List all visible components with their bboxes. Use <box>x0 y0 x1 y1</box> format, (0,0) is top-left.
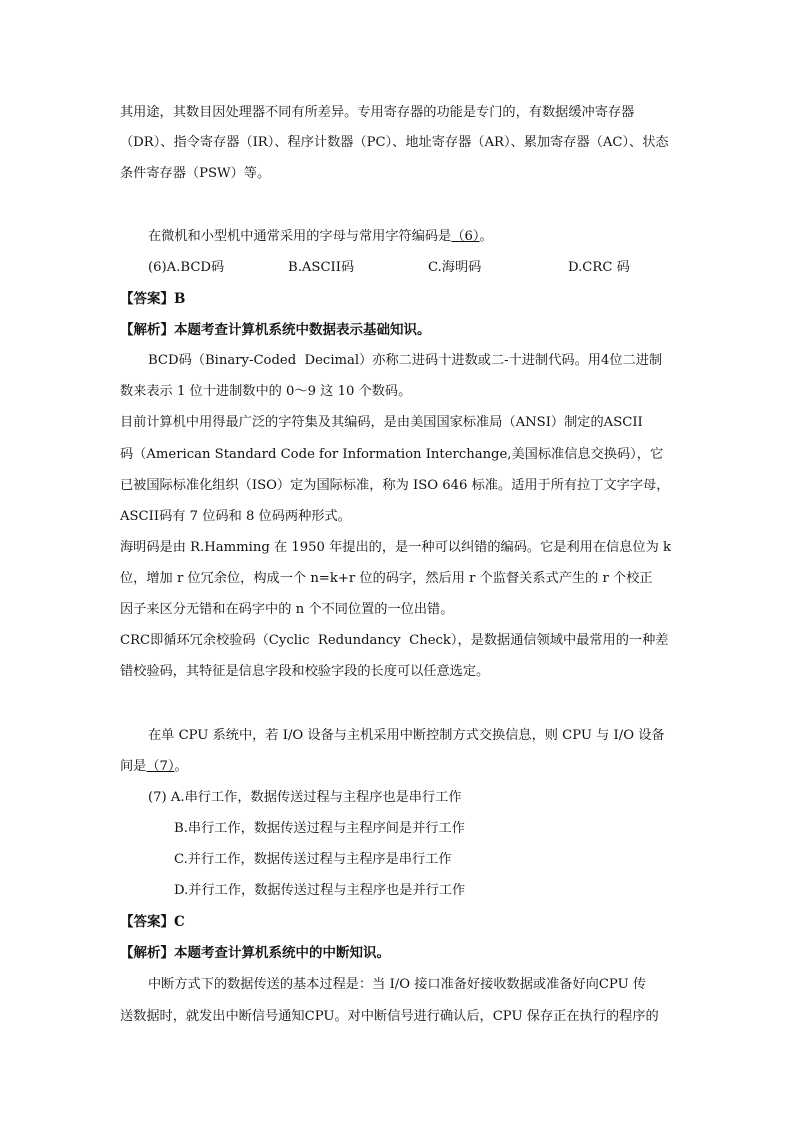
q7-option-b: B.串行工作，数据传送过程与主程序间是并行工作 <box>174 821 465 836</box>
q6-option-c: C.海明码 <box>428 260 482 275</box>
q7-option-c: C.并行工作，数据传送过程与主程序是串行工作 <box>174 852 452 867</box>
q6-analysis-heading: 本题考查计算机系统中数据表示基础知识。 <box>174 322 431 338</box>
q6-analysis-label: 【解析】 <box>120 322 174 338</box>
q6-blank: （6） <box>451 229 480 244</box>
q6-options <box>148 259 668 367</box>
q7-analysis-heading: 本题考查计算机系统中的中断知识。 <box>174 945 390 961</box>
intro-line-2: （DR）、指令寄存器（IR）、程序计数器（PC）、地址寄存器（AR）、累加寄存器（AC）、状态 <box>120 135 669 150</box>
q6-answer-label: 【答案】 <box>120 291 174 307</box>
q6-analysis-line: 码（American Standard Code for Information Interchange,美国标准信息交换码），它 <box>120 447 664 462</box>
q6-analysis-line: 已被国际标准化组织（ISO）定为国际标准，称为 ISO 646 标准。适用于所有拉丁文字字母， <box>120 478 670 493</box>
q6-analysis-line: CRC即循环冗余校验码（Cyclic Redundancy Check），是数据通信领域中最常用的一种差 <box>120 633 669 648</box>
q7-stem-end: 。 <box>174 759 188 774</box>
q7-analysis-label: 【解析】 <box>120 945 174 961</box>
q6-analysis-line: 目前计算机中用得最广泛的字符集及其编码，是由美国国家标准局（ANSI）制定的ASCII <box>120 415 643 430</box>
q7-answer <box>120 913 185 931</box>
q6-option-d: D.CRC 码 <box>568 260 630 275</box>
q6-stem <box>148 228 493 246</box>
q6-option-b: B.ASCII码 <box>288 260 355 275</box>
q7-analysis-title <box>120 944 390 962</box>
q6-answer-value: B <box>174 291 186 307</box>
q6-analysis-line: 位，增加 r 位冗余位，构成一个 n=k+r 位的码字，然后用 r 个监督关系式产生的 r 个校正 <box>120 571 653 586</box>
q6-analysis-line: 数来表示 1 位十进制数中的 0～9 这 10 个数码。 <box>120 384 412 399</box>
q6-analysis-line: ASCII码有 7 位码和 8 位码两种形式。 <box>120 509 351 524</box>
q7-stem-text: 间是 <box>120 759 147 774</box>
q7-stem-line-1: 在单 CPU 系统中，若 I/O 设备与主机采用中断控制方式交换信息，则 CPU 与 I/O 设备 <box>148 728 665 743</box>
q6-option-a: (6)A.BCD码 <box>148 260 225 275</box>
q6-answer <box>120 290 185 308</box>
q7-option-a: (7) A.串行工作，数据传送过程与主程序也是串行工作 <box>148 790 462 805</box>
intro-line-1: 其用途，其数目因处理器不同有所差异。专用寄存器的功能是专门的，有数据缓冲寄存器 <box>120 105 635 120</box>
q7-analysis-line: 中断方式下的数据传送的基本过程是：当 I/O 接口准备好接收数据或准备好向CPU 传 <box>148 977 647 992</box>
q7-answer-value: C <box>174 914 185 930</box>
q6-analysis-line: 因子来区分无错和在码字中的 n 个不同位置的一位出错。 <box>120 602 454 617</box>
q7-answer-label: 【答案】 <box>120 914 174 930</box>
q7-option-d: D.并行工作，数据传送过程与主程序也是并行工作 <box>174 883 466 898</box>
q7-analysis-line: 送数据时，就发出中断信号通知CPU。对中断信号进行确认后，CPU 保存正在执行的程序的 <box>120 1009 659 1024</box>
intro-line-3: 条件寄存器（PSW）等。 <box>120 166 271 181</box>
q6-analysis-title <box>120 321 431 339</box>
q6-analysis-line: 错校验码，其特征是信息字段和校验字段的长度可以任意选定。 <box>120 664 490 679</box>
q6-stem-text: 在微机和小型机中通常采用的字母与常用字符编码是 <box>148 229 452 244</box>
q6-analysis-line: BCD码（Binary-Coded Decimal）亦称二进码十进数或二-十进制代码。用4位二进制 <box>148 353 663 368</box>
q6-analysis-line: 海明码是由 R.Hamming 在 1950 年提出的，是一种可以纠错的编码。它是利用在信息位为 k <box>120 540 671 555</box>
q7-blank: （7） <box>146 759 175 774</box>
q7-stem-line-2 <box>120 758 188 776</box>
q6-stem-end: 。 <box>479 229 493 244</box>
